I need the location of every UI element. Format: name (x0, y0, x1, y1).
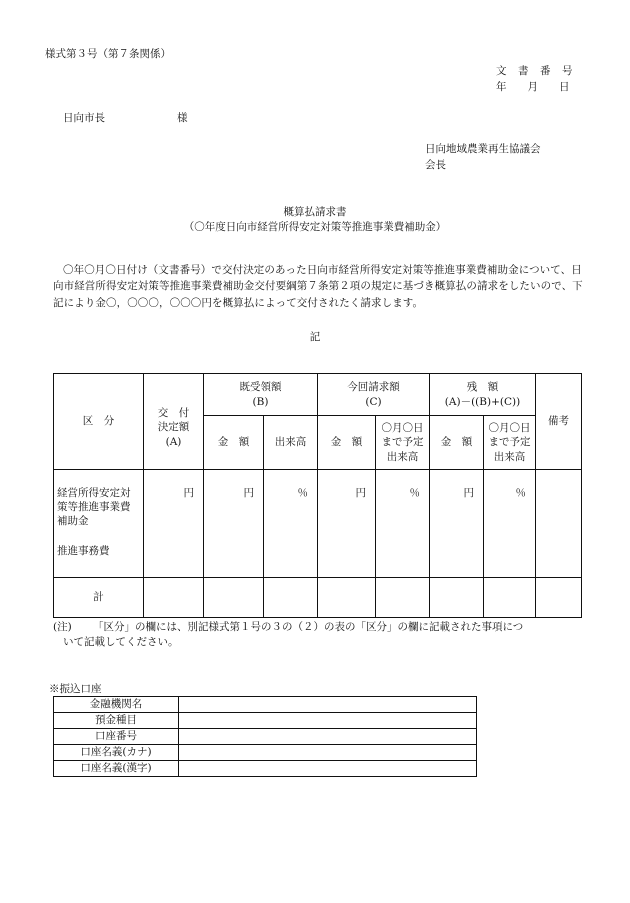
total-cell (264, 578, 318, 618)
request-body-text: 〇年〇月〇日付け（文書番号）で交付決定のあった日向市経営所得安定対策等推進事業費補助金について、日向市経営所得安定対策等推進事業費補助金交付要綱第７条第２項の規定に基づき概算払の請求をしたいので、下記により金〇，〇〇〇，〇〇〇円を概算払によって交付されたく請求します。 (53, 264, 583, 309)
notes-cell (536, 470, 582, 578)
request-progress-cell: ％ (376, 470, 430, 578)
addressee-name: 日向市長 (63, 112, 105, 124)
notes-header: 備考 (536, 374, 582, 470)
balance-header: 残 額 (A)－((B)+(C)) (430, 374, 536, 416)
account-name-kanji-label: 口座名義(漢字) (54, 761, 179, 777)
deposit-type-field[interactable] (179, 713, 477, 729)
total-cell (144, 578, 204, 618)
document-number-label: 文 書 番 号 (496, 65, 573, 77)
total-cell (376, 578, 430, 618)
bank-account-heading: ※振込口座 (49, 683, 102, 695)
document-title: 概算払請求書 (283, 206, 347, 218)
sender-title: 会長 (425, 159, 446, 171)
received-amount-header: 既受領額 (B) (204, 374, 318, 416)
account-number-label: 口座番号 (54, 729, 179, 745)
received-progress-subheader: 出来高 (264, 416, 318, 470)
total-cell (318, 578, 376, 618)
balance-amount-subheader: 金 額 (430, 416, 484, 470)
note-line-2: いて記載してください。 (63, 636, 179, 648)
category-header: 区 分 (54, 374, 144, 470)
table-row-subsidy (54, 470, 582, 578)
row-category-cell: 経営所得安定対 策等推進事業費 補助金 推進事務費 (54, 470, 144, 578)
note-label: (注) (53, 621, 72, 633)
balance-progress-cell: ％ (484, 470, 536, 578)
balance-planned-progress-subheader: 〇月〇日 まで予定 出来高 (484, 416, 536, 470)
sender-organization: 日向地域農業再生協議会 (425, 143, 541, 155)
addressee-honorific: 様 (177, 112, 188, 124)
ki-label: 記 (309, 331, 321, 343)
deposit-type-label: 預金種目 (54, 713, 179, 729)
balance-amount-cell: 円 (430, 470, 484, 578)
request-amount-subheader: 金 額 (318, 416, 376, 470)
bank-row (54, 729, 477, 745)
received-amount-cell: 円 (204, 470, 264, 578)
bank-row (54, 697, 477, 713)
total-cell (430, 578, 484, 618)
request-amount-cell: 円 (318, 470, 376, 578)
account-number-field[interactable] (179, 729, 477, 745)
received-amount-subheader: 金 額 (204, 416, 264, 470)
account-name-kana-label: 口座名義(カナ) (54, 745, 179, 761)
date-label: 年 月 日 (496, 81, 570, 93)
request-amount-header: 今回請求額 (C) (318, 374, 430, 416)
bank-row (54, 761, 477, 777)
total-label-cell: 計 (54, 578, 144, 618)
decision-amount-header: 交 付 決定額 (A) (144, 374, 204, 470)
total-cell (536, 578, 582, 618)
request-planned-progress-subheader: 〇月〇日 まで予定 出来高 (376, 416, 430, 470)
bank-account-table (53, 696, 477, 777)
document-subtitle: （〇年度日向市経営所得安定対策等推進事業費補助金） (183, 221, 447, 233)
account-name-kana-field[interactable] (179, 745, 477, 761)
bank-row (54, 713, 477, 729)
bank-name-label: 金融機関名 (54, 697, 179, 713)
form-number: 様式第３号（第７条関係） (45, 48, 171, 60)
bank-name-field[interactable] (179, 697, 477, 713)
received-progress-cell: ％ (264, 470, 318, 578)
bank-row (54, 745, 477, 761)
total-cell (484, 578, 536, 618)
request-table (53, 373, 582, 618)
table-row-total (54, 578, 582, 618)
account-name-kanji-field[interactable] (179, 761, 477, 777)
note-line-1: 「区分」の欄には、別記様式第１号の３の（２）の表の「区分」の欄に記載された事項につ (93, 621, 524, 633)
decision-amount-cell: 円 (144, 470, 204, 578)
total-cell (204, 578, 264, 618)
